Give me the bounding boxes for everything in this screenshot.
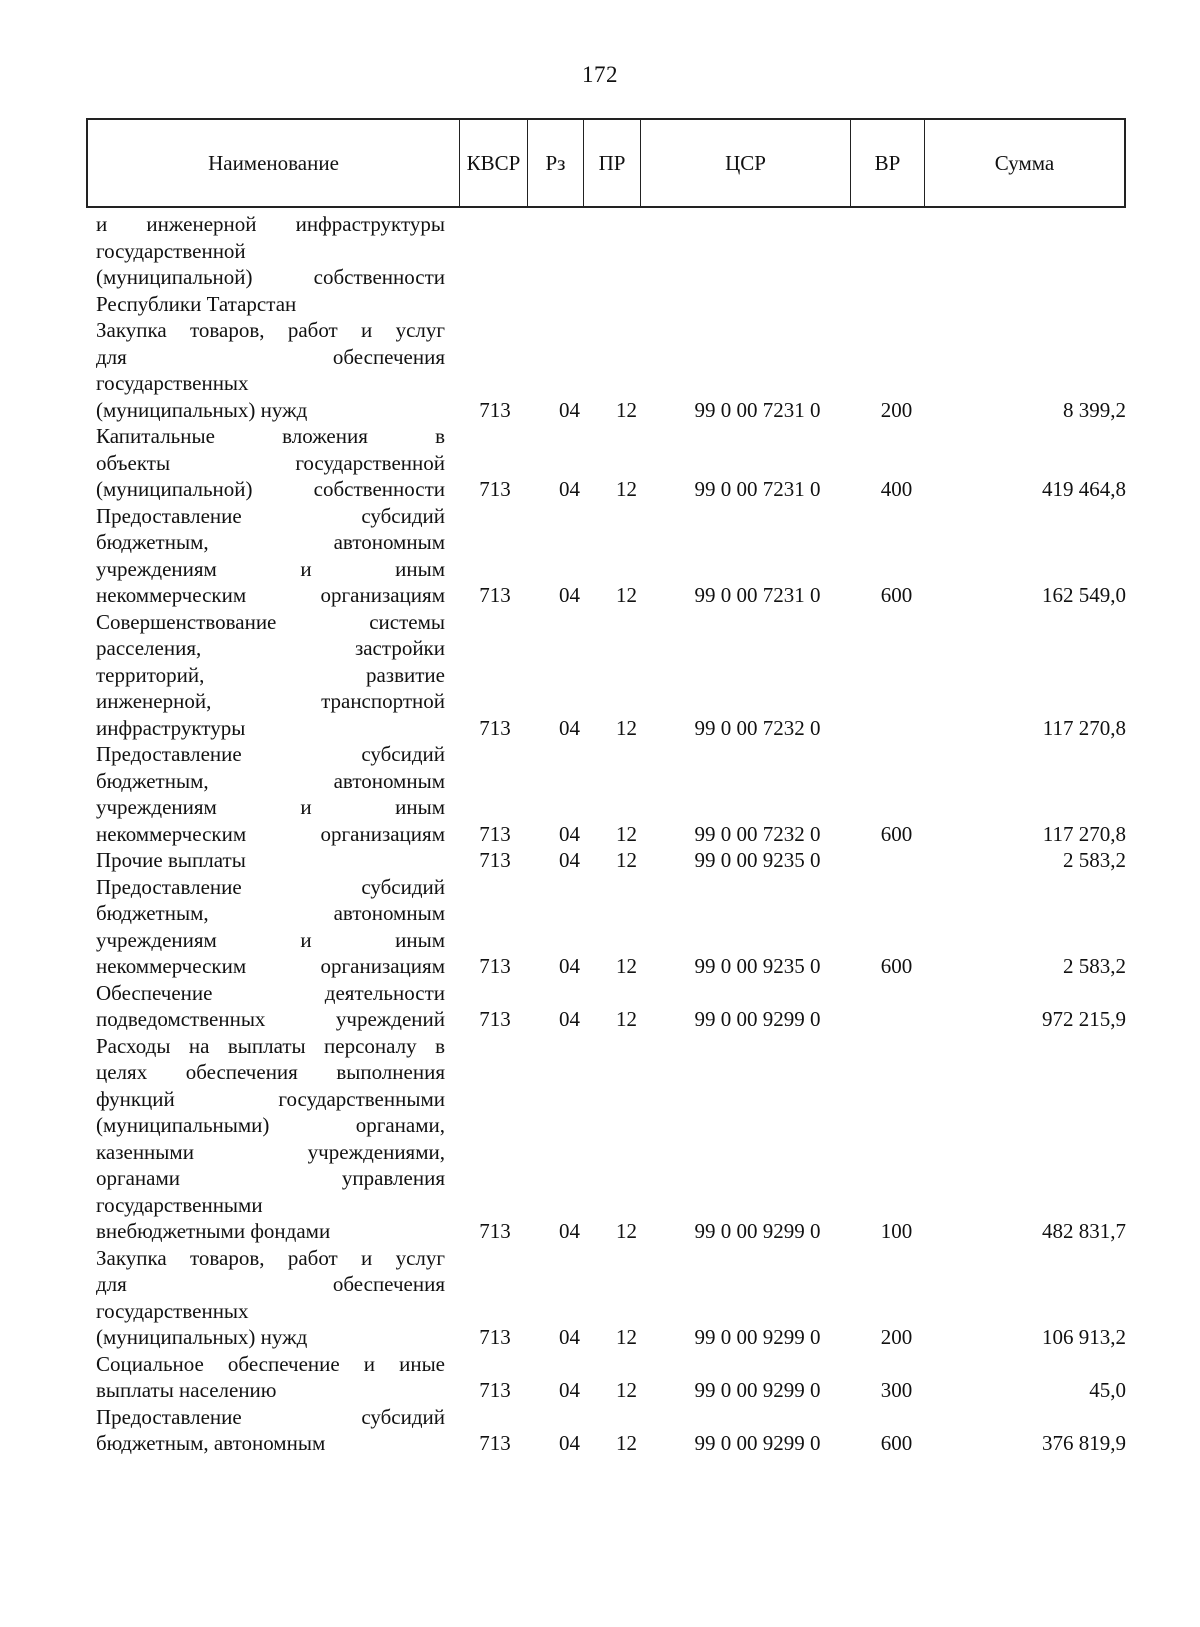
row-sum: 972 215,9 [1042, 1007, 1126, 1031]
row-name-line: (муниципальных) нужд [96, 397, 308, 422]
row-pr: 12 [616, 477, 637, 501]
row-name-line: государственными [96, 1192, 263, 1217]
row-sum: 162 549,0 [1042, 583, 1126, 607]
row-csr: 99 0 00 9299 0 [694, 1007, 821, 1031]
table-row [96, 423, 1126, 503]
table-row [96, 609, 1126, 742]
table-header [86, 118, 1126, 208]
table-row [96, 1404, 1126, 1457]
row-name [96, 503, 449, 609]
row-name-line: (муниципальной) собственности [96, 477, 445, 501]
row-name-line: Совершенствование системы [96, 609, 445, 634]
row-rz: 04 [559, 1378, 580, 1402]
row-rz: 04 [559, 1431, 580, 1455]
row-csr: 99 0 00 7232 0 [694, 821, 821, 846]
row-vr: 600 [880, 821, 913, 846]
row-name-line: государственных [96, 371, 249, 395]
row-name-line: Предоставление субсидий [96, 742, 445, 766]
row-name-line: Социальное обеспечение и иные [96, 1351, 445, 1376]
row-name-line: некоммерческим организациям [96, 821, 445, 846]
table-row [96, 211, 1126, 317]
row-kvsr: 713 [479, 1219, 511, 1243]
row-name [96, 211, 449, 317]
table-row [96, 847, 1126, 874]
row-name-line: учреждениям и иным [96, 556, 445, 581]
row-name-line: бюджетным, автономным [96, 530, 445, 554]
row-name-line: органами управления [96, 1166, 445, 1190]
header-kvsr: КВСР [460, 120, 528, 206]
row-sum: 2 583,2 [1063, 848, 1126, 872]
row-pr: 12 [616, 954, 637, 978]
row-kvsr: 713 [479, 715, 511, 740]
row-name [96, 423, 449, 503]
row-name [96, 609, 449, 742]
row-name-line: Обеспечение деятельности [96, 980, 445, 1005]
row-name-line: инфраструктуры [96, 715, 246, 740]
row-name-line: инженерной, транспортной [96, 689, 445, 713]
row-csr: 99 0 00 7231 0 [694, 477, 821, 501]
row-kvsr: 713 [479, 954, 511, 978]
row-name-line: объекты государственной [96, 450, 445, 475]
table-row [96, 1033, 1126, 1245]
row-name-line: Расходы на выплаты персоналу в [96, 1033, 445, 1058]
row-pr: 12 [616, 848, 637, 872]
row-pr: 12 [616, 821, 637, 846]
row-pr: 12 [616, 1007, 637, 1031]
page-number: 172 [582, 62, 618, 87]
table-row [96, 1351, 1126, 1404]
row-name [96, 1033, 449, 1245]
row-kvsr: 713 [479, 477, 511, 501]
row-name-line: территорий, развитие [96, 662, 445, 687]
row-pr: 12 [616, 1378, 637, 1402]
row-vr: 200 [880, 1325, 913, 1349]
row-name-line: казенными учреждениями, [96, 1139, 445, 1164]
row-sum: 482 831,7 [1042, 1219, 1126, 1243]
row-name-line: (муниципальных) нужд [96, 1325, 308, 1349]
row-name-line: некоммерческим организациям [96, 954, 445, 978]
row-rz: 04 [559, 1007, 580, 1031]
row-name-line: Предоставление субсидий [96, 874, 445, 899]
row-sum: 106 913,2 [1042, 1325, 1126, 1349]
row-name-line: учреждениям и иным [96, 795, 445, 819]
row-pr: 12 [616, 1219, 637, 1243]
row-name-line: функций государственными [96, 1086, 445, 1111]
row-kvsr: 713 [479, 821, 511, 846]
row-csr: 99 0 00 9299 0 [694, 1431, 821, 1455]
table-row [96, 317, 1126, 423]
row-name [96, 741, 449, 847]
row-name-line: учреждениям и иным [96, 927, 445, 952]
table-body [96, 211, 1126, 1457]
row-kvsr: 713 [479, 1007, 511, 1031]
row-name-line: (муниципальной) собственности [96, 265, 445, 289]
table-row [96, 980, 1126, 1033]
row-vr: 600 [880, 954, 913, 978]
row-kvsr: 713 [479, 583, 511, 607]
row-name [96, 1245, 449, 1351]
row-name-line: Закупка товаров, работ и услуг [96, 318, 445, 342]
row-name [96, 1404, 449, 1457]
row-name [96, 874, 449, 980]
row-name [96, 1351, 449, 1404]
row-pr: 12 [616, 1325, 637, 1349]
row-sum: 419 464,8 [1042, 477, 1126, 501]
row-name-line: государственной [96, 238, 246, 263]
row-sum: 8 399,2 [1063, 397, 1126, 422]
row-name-line: расселения, застройки [96, 636, 445, 660]
row-name-line: государственных [96, 1298, 249, 1323]
row-name-line: выплаты населению [96, 1378, 277, 1402]
row-csr: 99 0 00 9235 0 [694, 954, 821, 978]
row-csr: 99 0 00 9299 0 [694, 1219, 821, 1243]
row-vr: 600 [880, 1431, 913, 1455]
row-name [96, 847, 449, 874]
row-rz: 04 [559, 1219, 580, 1243]
row-name-line: подведомственных учреждений [96, 1007, 445, 1031]
header-pr: ПР [584, 120, 641, 206]
row-name [96, 980, 449, 1033]
row-sum: 45,0 [1089, 1378, 1126, 1402]
row-name-line: Республики Татарстан [96, 291, 297, 316]
row-rz: 04 [559, 583, 580, 607]
row-vr: 200 [880, 397, 913, 422]
row-sum: 117 270,8 [1042, 821, 1126, 846]
row-name-line: Прочие выплаты [96, 848, 246, 872]
row-pr: 12 [616, 583, 637, 607]
row-rz: 04 [559, 821, 580, 846]
row-kvsr: 713 [479, 1431, 511, 1455]
row-name-line: Предоставление субсидий [96, 503, 445, 528]
row-rz: 04 [559, 848, 580, 872]
row-csr: 99 0 00 7232 0 [694, 715, 821, 740]
row-rz: 04 [559, 477, 580, 501]
header-rz: Рз [528, 120, 584, 206]
row-name-line: и инженерной инфраструктуры [96, 212, 445, 236]
row-kvsr: 713 [479, 1378, 511, 1402]
row-csr: 99 0 00 9299 0 [694, 1325, 821, 1349]
row-kvsr: 713 [479, 848, 511, 872]
row-rz: 04 [559, 715, 580, 740]
row-name-line: (муниципальными) органами, [96, 1113, 445, 1137]
row-sum: 2 583,2 [1063, 954, 1126, 978]
header-sum: Сумма [994, 150, 1055, 175]
table-row [96, 741, 1126, 847]
table-row [96, 503, 1126, 609]
row-name-line: бюджетным, автономным [96, 768, 445, 793]
row-vr: 300 [880, 1378, 913, 1402]
row-name-line: Закупка товаров, работ и услуг [96, 1245, 445, 1270]
row-csr: 99 0 00 9299 0 [694, 1378, 821, 1402]
row-csr: 99 0 00 7231 0 [694, 397, 821, 422]
table-row [96, 1245, 1126, 1351]
row-rz: 04 [559, 954, 580, 978]
row-sum: 376 819,9 [1042, 1431, 1126, 1455]
row-name-line: для обеспечения [96, 1272, 445, 1296]
row-pr: 12 [616, 397, 637, 422]
row-pr: 12 [616, 715, 637, 740]
header-vr: ВР [851, 120, 925, 206]
row-csr: 99 0 00 7231 0 [694, 583, 821, 607]
row-sum: 117 270,8 [1042, 715, 1126, 740]
row-name-line: внебюджетными фондами [96, 1219, 331, 1243]
row-rz: 04 [559, 397, 580, 422]
row-vr: 100 [880, 1219, 913, 1243]
row-csr: 99 0 00 9235 0 [694, 848, 821, 872]
table-row [96, 874, 1126, 980]
row-name-line: бюджетным, автономным [96, 901, 445, 925]
row-rz: 04 [559, 1325, 580, 1349]
row-name-line: бюджетным, автономным [96, 1431, 326, 1455]
header-csr: ЦСР [641, 120, 851, 206]
row-name-line: Капитальные вложения в [96, 424, 445, 448]
row-name-line: для обеспечения [96, 344, 445, 369]
row-name [96, 317, 449, 423]
row-vr: 400 [880, 477, 913, 501]
header-name: Наименование [88, 120, 460, 206]
row-vr: 600 [880, 583, 913, 607]
row-name-line: Предоставление субсидий [96, 1404, 445, 1429]
row-name-line: целях обеспечения выполнения [96, 1060, 445, 1084]
row-name-line: некоммерческим организациям [96, 583, 445, 607]
row-kvsr: 713 [479, 397, 511, 422]
row-kvsr: 713 [479, 1325, 511, 1349]
row-pr: 12 [616, 1431, 637, 1455]
